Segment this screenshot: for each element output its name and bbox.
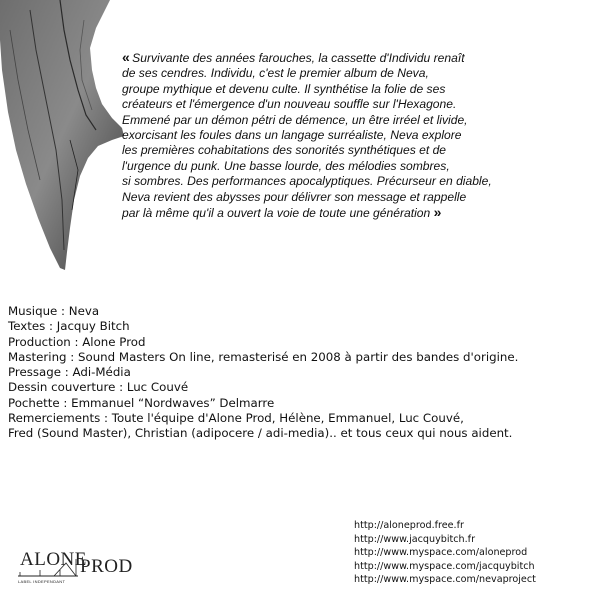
quote-line: de ses cendres. Individu, c'est le premier album de Neva,: [122, 66, 429, 81]
link-myspace-aloneprod[interactable]: http://www.myspace.com/aloneprod: [354, 547, 528, 559]
credit-mastering: Mastering : Sound Masters On line, remasterisé en 2008 à partir des bandes d'origine.: [8, 349, 519, 364]
alone-prod-logo: [10, 545, 133, 590]
close-quote-mark: »: [433, 204, 441, 221]
quote-line: Neva revient des abysses pour délivrer son message et rappelle: [122, 189, 467, 204]
logo-alone-text: ALONE: [20, 549, 87, 570]
quote-line: créateurs et l'émergence d'un nouveau souffle sur l'Hexagone.: [122, 97, 457, 112]
quote-line: « Survivante des années farouches, la cassette d'Individu renaît: [122, 49, 465, 65]
quote-block: [122, 50, 577, 221]
credit-pressing: Pressage : Adi-Média: [8, 365, 131, 380]
quote-line: exorcisant les foules dans un langage surréaliste, Neva explore: [122, 128, 462, 143]
credits-block: [8, 304, 593, 442]
credit-thanks-continued: Fred (Sound Master), Christian (adipocere / adi-media).. et tous ceux qui nous aident.: [8, 426, 513, 441]
quote-line: les premières cohabitations des sonorités synthétiques et de: [122, 143, 447, 158]
logo-prod-text: PROD: [80, 556, 133, 577]
credit-cover-drawing: Dessin couverture : Luc Couvé: [8, 380, 189, 395]
link-myspace-nevaproject[interactable]: http://www.myspace.com/nevaproject: [354, 574, 536, 586]
credit-music: Musique : Neva: [8, 304, 100, 318]
open-quote-mark: «: [122, 49, 129, 65]
credit-production: Production : Alone Prod: [8, 334, 146, 349]
quote-line: si sombres. Des performances apocalyptiques. Précurseur en diable,: [122, 174, 492, 189]
bat-wing-illustration: [0, 0, 135, 275]
links-list: [354, 519, 536, 587]
credit-lyrics: Textes : Jacquy Bitch: [8, 319, 130, 334]
link-myspace-jacquybitch[interactable]: http://www.myspace.com/jacquybitch: [354, 560, 535, 572]
quote-line: groupe mythique et devenu culte. Il synthétise la folie de ses: [122, 81, 446, 96]
quote-line: par là même qu'il a ouvert la voie de toute une génération »: [122, 204, 441, 221]
credit-thanks: Remerciements : Toute l'équipe d'Alone Prod, Hélène, Emmanuel, Luc Couvé,: [8, 411, 464, 426]
quote-line: l'urgence du punk. Une basse lourde, des mélodies sombres,: [122, 158, 450, 173]
quote-line: Emmené par un démon pétri de démence, un être irréel et livide,: [122, 112, 468, 127]
link-aloneprod-site[interactable]: http://aloneprod.free.fr: [354, 520, 464, 531]
logo-tagline: LABEL INDEPENDANT: [18, 579, 66, 584]
link-jacquybitch-site[interactable]: http://www.jacquybitch.fr: [354, 533, 476, 545]
credit-sleeve: Pochette : Emmanuel “Nordwaves” Delmarre: [8, 395, 275, 410]
